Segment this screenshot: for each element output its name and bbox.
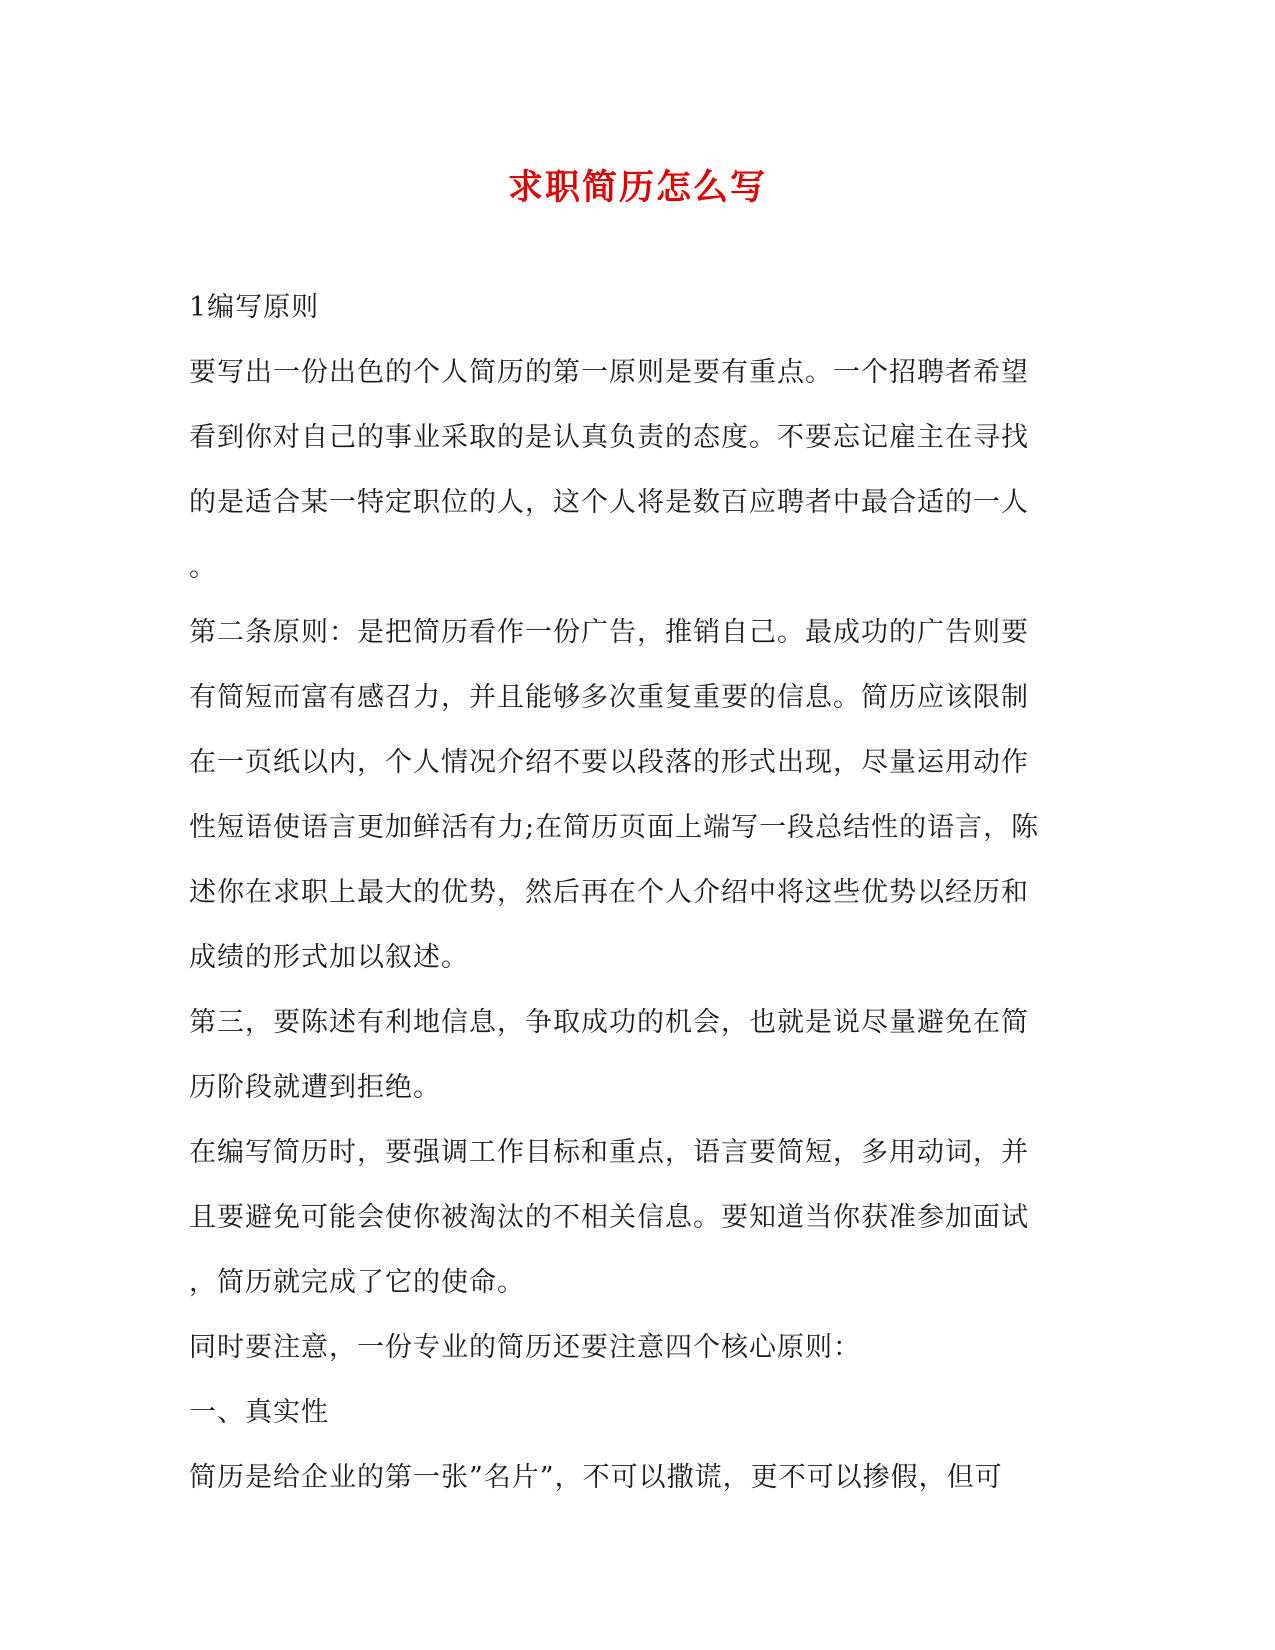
- text-line: 且要避免可能会使你被淘汰的不相关信息。要知道当你获准参加面试: [189, 1202, 1029, 1233]
- text-line: 一、真实性: [189, 1397, 329, 1428]
- text-line: 看到你对自己的事业采取的是认真负责的态度。不要忘记雇主在寻找: [189, 422, 1029, 453]
- text-line: 1编写原则: [189, 292, 320, 323]
- text-line: 的是适合某一特定职位的人，这个人将是数百应聘者中最合适的一人: [189, 487, 1029, 518]
- document-title: 求职简历怎么写: [507, 167, 767, 208]
- text-line: 第二条原则：是把简历看作一份广告，推销自己。最成功的广告则要: [189, 617, 1029, 648]
- text-line: 在编写简历时，要强调工作目标和重点，语言要简短，多用动词，并: [189, 1137, 1029, 1168]
- text-line: 第三，要陈述有利地信息，争取成功的机会，也就是说尽量避免在简: [189, 1007, 1029, 1038]
- text-line: 。: [189, 552, 217, 583]
- text-line: 要写出一份出色的个人简历的第一原则是要有重点。一个招聘者希望: [189, 357, 1029, 388]
- text-line: 同时要注意，一份专业的简历还要注意四个核心原则：: [189, 1332, 861, 1363]
- text-line: 有简短而富有感召力，并且能够多次重复重要的信息。简历应该限制: [189, 682, 1029, 713]
- text-line: 性短语使语言更加鲜活有力;在简历页面上端写一段总结性的语言，陈: [189, 812, 1040, 843]
- text-line: 述你在求职上最大的优势，然后再在个人介绍中将这些优势以经历和: [189, 877, 1029, 908]
- text-line: 成绩的形式加以叙述。: [189, 942, 469, 973]
- text-line: 历阶段就遭到拒绝。: [189, 1072, 441, 1103]
- text-line: 在一页纸以内，个人情况介绍不要以段落的形式出现，尽量运用动作: [189, 747, 1029, 778]
- text-line: ，简历就完成了它的使命。: [189, 1267, 525, 1298]
- document-body: [189, 286, 1089, 1521]
- text-line: 简历是给企业的第一张”名片”，不可以撒谎，更不可以掺假，但可: [189, 1462, 1003, 1493]
